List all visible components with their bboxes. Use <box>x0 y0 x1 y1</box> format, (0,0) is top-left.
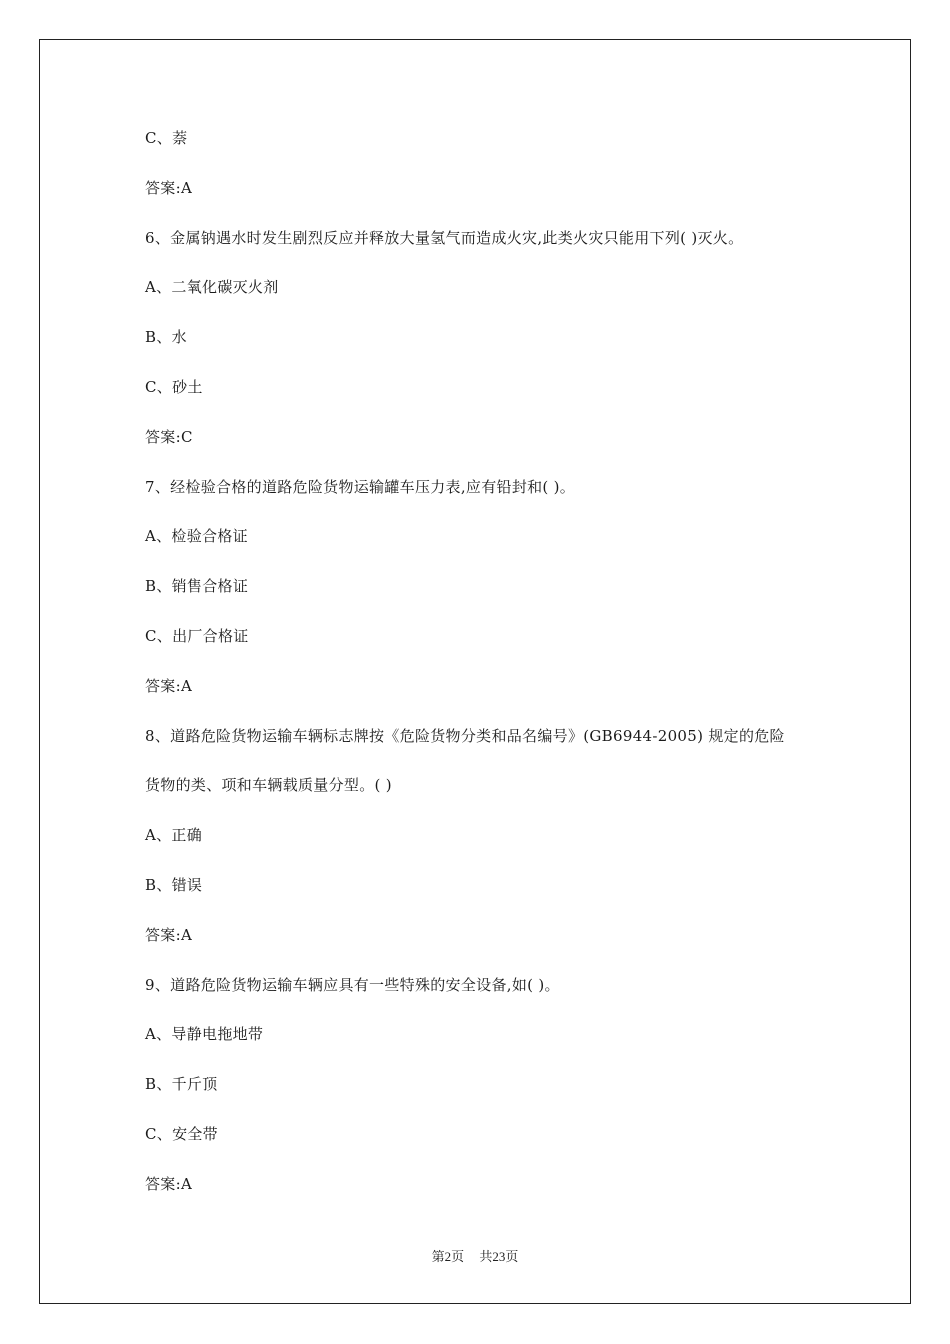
option-a-q7: A、检验合格证 <box>145 527 248 546</box>
question-8-part1: 8、道路危险货物运输车辆标志牌按《危险货物分类和品名编号》(GB6944-2005) 规定的危险 <box>145 726 785 745</box>
option-c-q9: C、安全带 <box>145 1124 218 1143</box>
option-c-q6: C、砂土 <box>145 377 203 396</box>
option-b-q8: B、错误 <box>145 875 203 894</box>
answer-q5: 答案:A <box>145 178 193 197</box>
option-b-q7: B、销售合格证 <box>145 577 249 596</box>
page-number: 第2页 <box>431 1249 465 1264</box>
page-total: 共23页 <box>479 1249 519 1264</box>
option-a-q8: A、正确 <box>145 826 203 845</box>
option-c-q5: C、萘 <box>145 129 188 147</box>
page-footer <box>0 1246 950 1265</box>
question-9: 9、道路危险货物运输车辆应具有一些特殊的安全设备,如( )。 <box>145 975 560 994</box>
document-body <box>145 122 845 1218</box>
question-6: 6、金属钠遇水时发生剧烈反应并释放大量氢气而造成火灾,此类火灾只能用下列( )灭火。 <box>145 228 744 247</box>
option-a-q6: A、二氧化碳灭火剂 <box>145 278 279 297</box>
answer-q7: 答案:A <box>145 676 193 695</box>
option-c-q7: C、出厂合格证 <box>145 626 249 645</box>
answer-q6: 答案:C <box>145 427 193 446</box>
option-a-q9: A、导静电拖地带 <box>145 1025 264 1044</box>
option-b-q9: B、千斤顶 <box>145 1075 218 1094</box>
answer-q9: 答案:A <box>145 1174 193 1193</box>
question-8-part2: 货物的类、项和车辆载质量分型。( ) <box>145 776 392 795</box>
question-7: 7、经检验合格的道路危险货物运输罐车压力表,应有铅封和( )。 <box>145 477 576 496</box>
option-b-q6: B、水 <box>145 328 187 347</box>
answer-q8: 答案:A <box>145 925 193 944</box>
